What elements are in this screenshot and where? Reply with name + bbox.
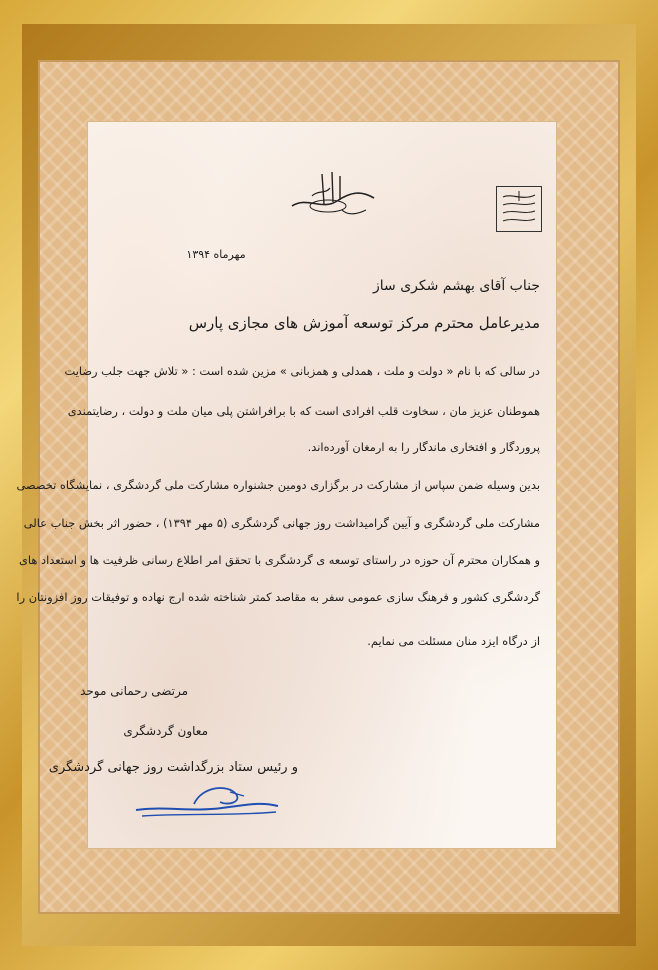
body-line: هموطنان عزیز مان ، سخاوت قلب افرادی است که با برافراشتن پلی میان ملت و دولت ، رضایتمندی <box>67 404 540 418</box>
letter-date: مهرماه ۱۳۹۴ <box>186 248 246 261</box>
body-line: در سالی که با نام « دولت و ملت ، همدلی و همزبانی » مزین شده است : « تلاش جهت جلب رضایت <box>64 364 540 378</box>
signer-title: معاون گردشگری <box>123 724 208 738</box>
body-line: بدین وسیله ضمن سپاس از مشارکت در برگزاری دومین جشنواره مشارکت ملی گردشگری ، نمایشگاه تخصصی <box>16 478 540 492</box>
calligraphy-emblem <box>282 166 378 226</box>
organization-logo <box>496 186 542 232</box>
body-line: پروردگار و افتخاری ماندگار را به ارمغان آورده‌اند. <box>307 440 540 454</box>
handwritten-signature <box>132 780 282 820</box>
signer-title-secondary: و رئیس ستاد بزرگداشت روز جهانی گردشگری <box>48 760 298 775</box>
body-line: گردشگری کشور و فرهنگ سازی عمومی سفر به مقاصد کمتر شناخته شده ارج نهاده و توفیقات روز افزونتان را <box>16 590 540 604</box>
body-line: و همکاران محترم آن حوزه در راستای توسعه ی گردشگری با تحقق امر اطلاع رسانی ظرفیت ها و استعداد های <box>19 553 540 567</box>
addressee-name: جناب آقای بهشم شکری ساز <box>373 278 540 294</box>
addressee-title: مدیرعامل محترم مرکز توسعه آموزش های مجازی پارس <box>188 314 540 332</box>
body-line: از درگاه ایزد منان مسئلت می نمایم. <box>367 634 540 648</box>
signer-name: مرتضی رحمانی موحد <box>80 684 188 698</box>
body-line: مشارکت ملی گردشگری و آیین گرامیداشت روز جهانی گردشگری (۵ مهر ۱۳۹۴) ، حضور اثر بخش جناب عالی <box>23 516 540 530</box>
